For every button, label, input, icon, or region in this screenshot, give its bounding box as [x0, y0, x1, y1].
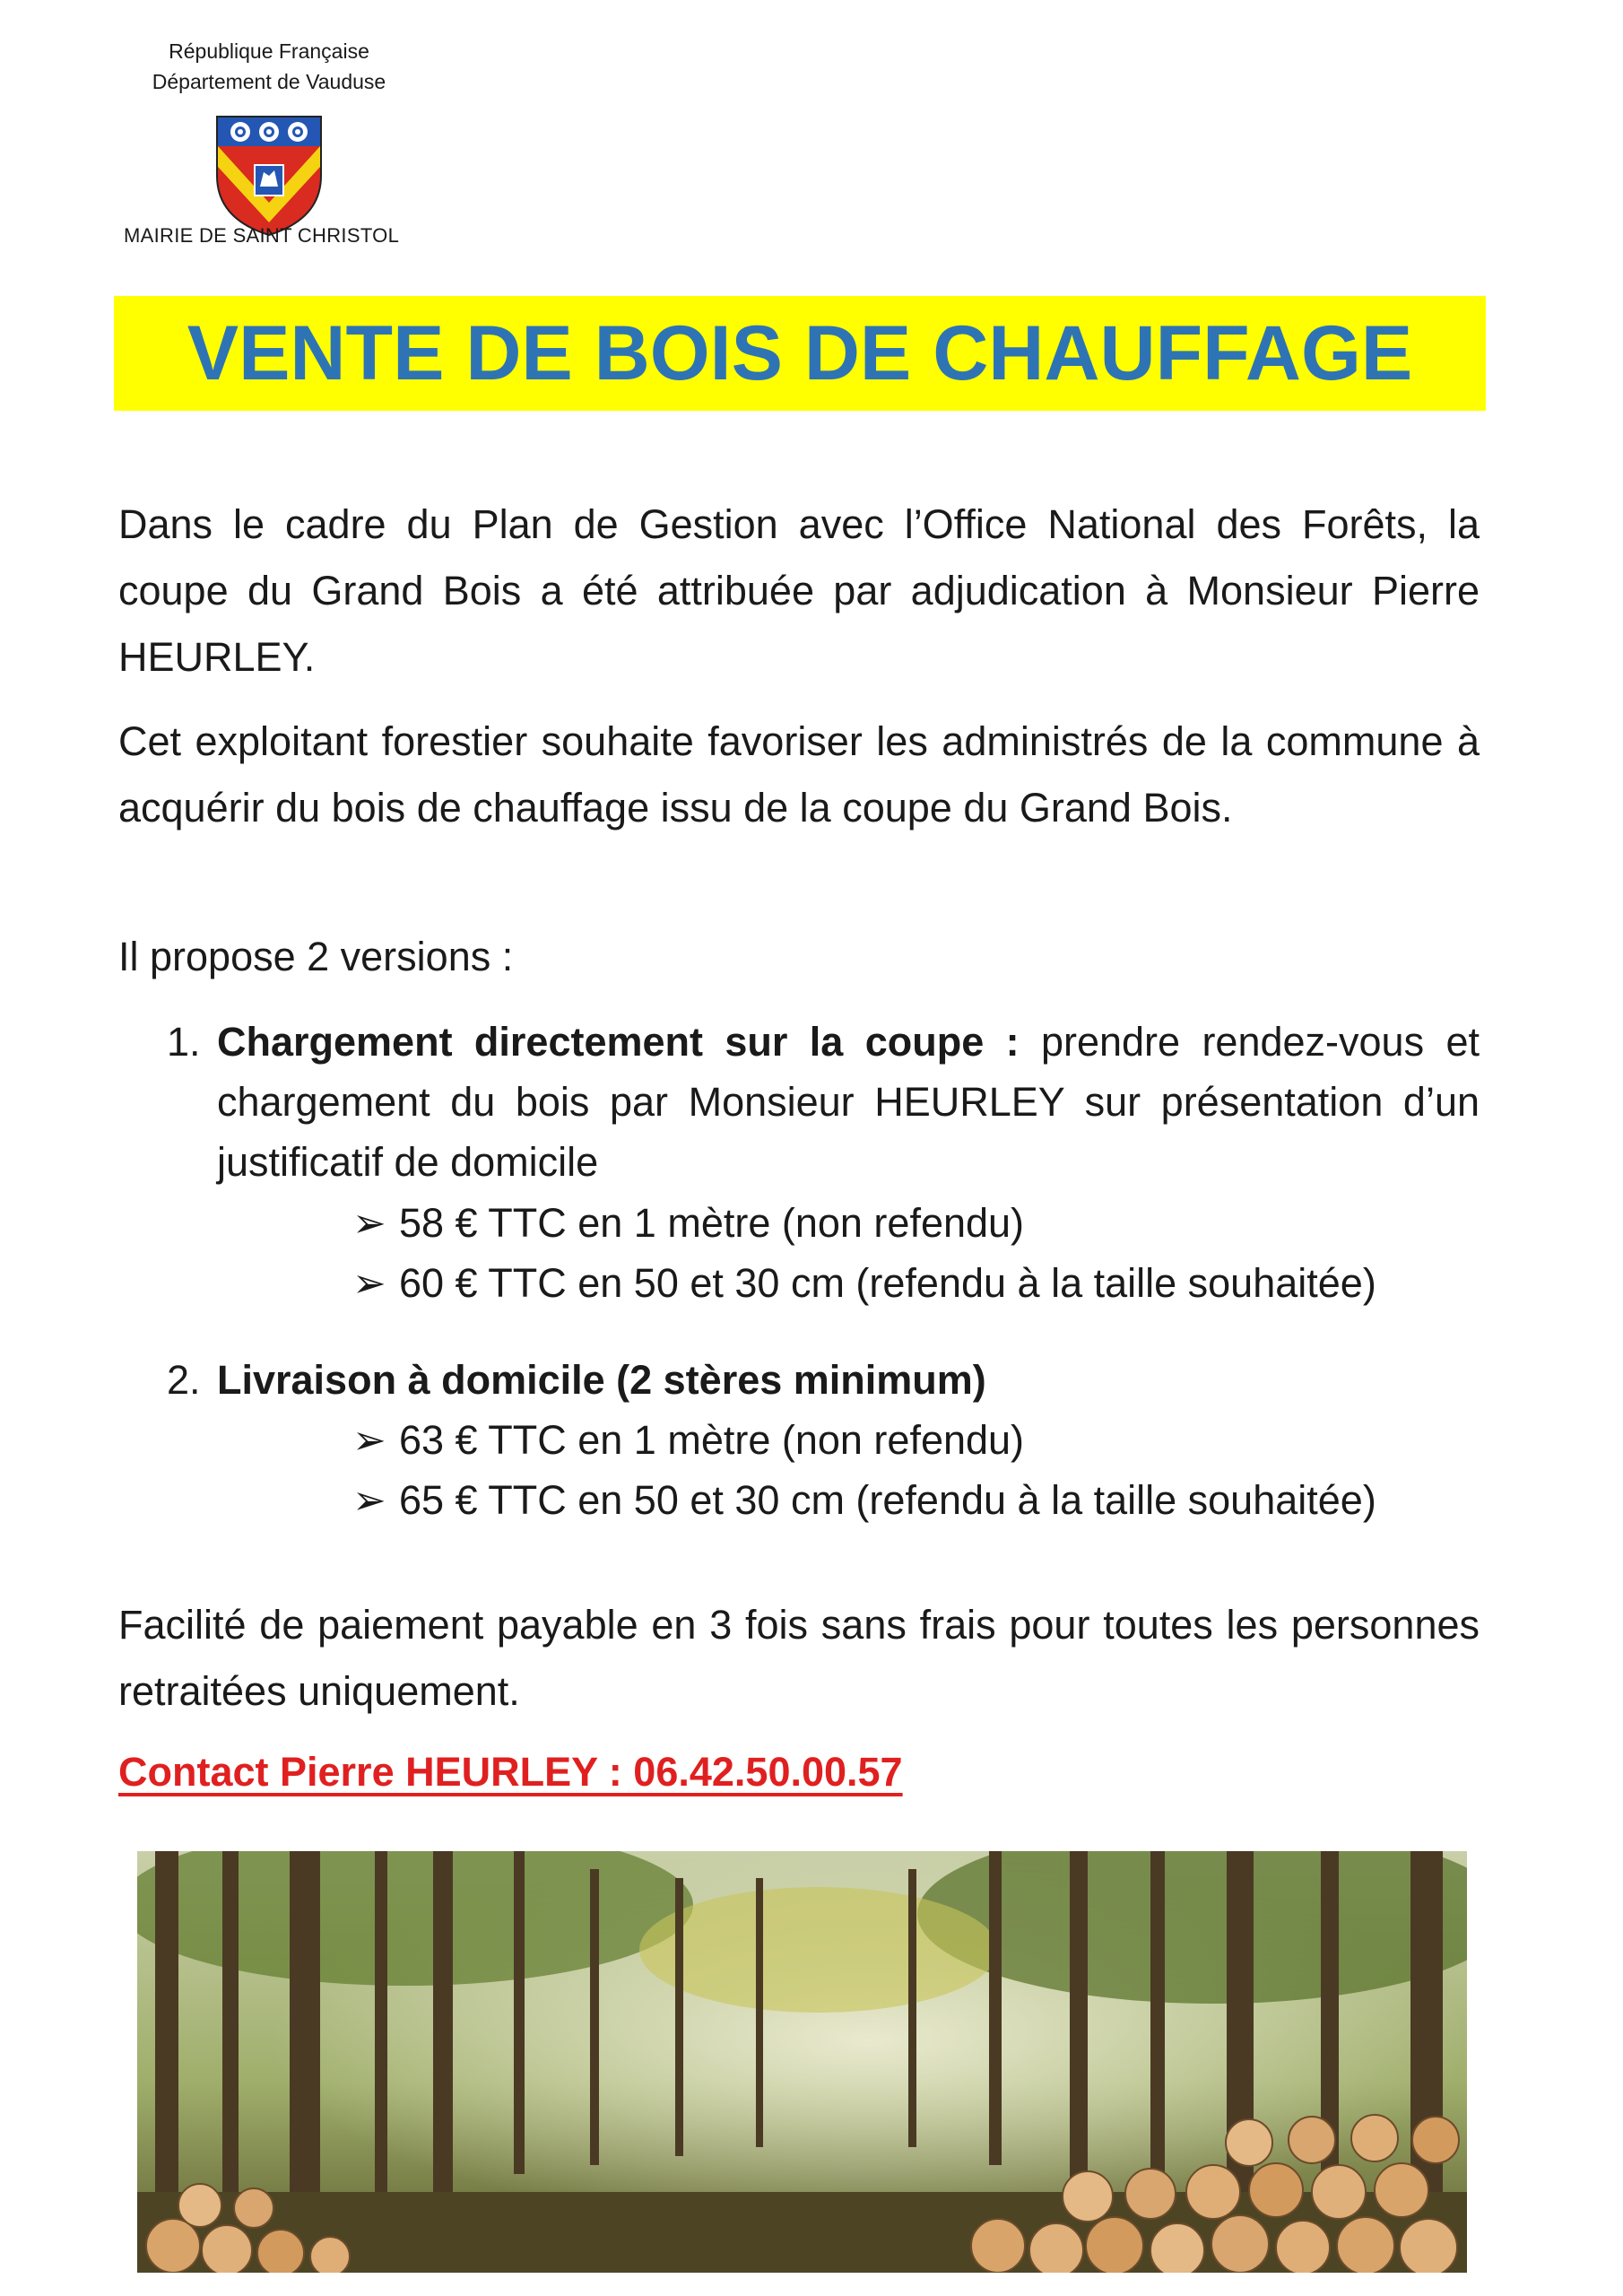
payment-text: Facilité de paiement payable en 3 fois sans frais pour toutes les personnes retraitées uniquement. — [118, 1602, 1480, 1714]
exploitant-paragraph — [118, 709, 1480, 841]
payment-paragraph — [118, 1592, 1480, 1725]
option-2-title: Livraison à domicile (2 stères minimum) — [217, 1357, 986, 1403]
option-1-description: prendre rendez-vous et chargement du bois par Monsieur HEURLEY sur présentation d’un justificatif de domicile — [217, 1019, 1480, 1185]
department-label: Département de Vauduse — [152, 70, 386, 93]
price-item — [352, 1470, 1376, 1530]
price-text: 58 € TTC en 1 mètre (non refendu) — [399, 1200, 1025, 1246]
option-1-title: Chargement directement sur la coupe : — [217, 1019, 1020, 1065]
intro-paragraph — [118, 491, 1480, 691]
arrow-bullet-icon: ➢ — [352, 1260, 386, 1306]
coat-of-arms-icon — [213, 113, 325, 239]
contact-line: Contact Pierre HEURLEY : 06.42.50.00.57 — [118, 1749, 903, 1795]
option-1 — [217, 1012, 1480, 1192]
exploitant-text: Cet exploitant forestier souhaite favoriser les administrés de la commune à acquérir du bois de chauffage issu de la coupe du Grand Bois. — [118, 718, 1480, 831]
issuer-header — [117, 36, 421, 239]
republic-label: République Française — [169, 39, 369, 63]
arrow-bullet-icon: ➢ — [352, 1477, 386, 1523]
price-item — [352, 1253, 1376, 1313]
price-text: 60 € TTC en 50 et 30 cm (refendu à la taille souhaitée) — [399, 1260, 1376, 1306]
versions-intro-text: Il propose 2 versions : — [118, 934, 514, 979]
arrow-bullet-icon: ➢ — [352, 1417, 386, 1463]
price-text: 63 € TTC en 1 mètre (non refendu) — [399, 1417, 1025, 1463]
arrow-bullet-icon: ➢ — [352, 1200, 386, 1246]
intro-text: Dans le cadre du Plan de Gestion avec l’Office National des Forêts, la coupe du Grand Bois a été attribuée par adjudication à Monsieur Pierre HEURLEY. — [118, 501, 1480, 680]
versions-intro — [118, 924, 1480, 990]
option-2-number: 2. — [167, 1357, 201, 1403]
option-1-number: 1. — [167, 1019, 201, 1065]
price-item — [352, 1410, 1024, 1470]
forest-logs-image — [137, 1851, 1467, 2273]
price-item — [352, 1193, 1024, 1253]
mairie-label: MAIRIE DE SAINT CHRISTOL — [124, 224, 400, 247]
page-title: VENTE DE BOIS DE CHAUFFAGE — [114, 296, 1486, 411]
option-2 — [217, 1350, 1480, 1410]
price-text: 65 € TTC en 50 et 30 cm (refendu à la taille souhaitée) — [399, 1477, 1376, 1523]
